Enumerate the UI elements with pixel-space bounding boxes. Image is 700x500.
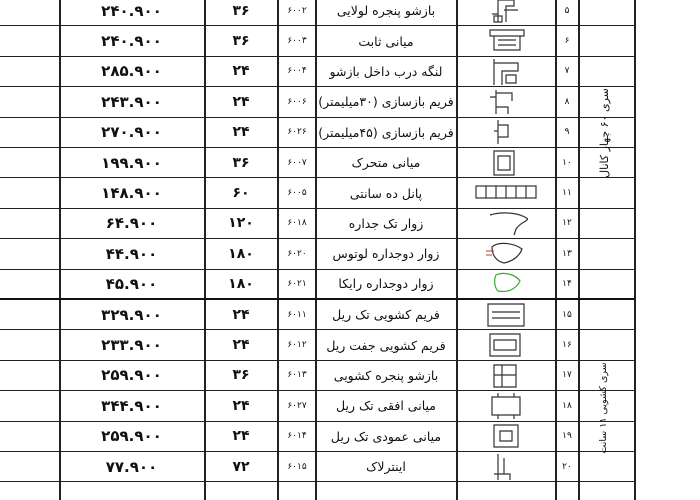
product-code-cell: ۶۰۱۴ — [287, 431, 307, 442]
profile-image-cell — [456, 178, 556, 207]
table-row — [0, 300, 635, 330]
lotus-bead-profile-icon — [484, 239, 528, 269]
price-cell: ۲۵۹.۹۰۰ — [101, 427, 162, 446]
moving-mullion-profile-icon — [484, 148, 528, 178]
row-number-cell: ۱۱ — [562, 188, 572, 199]
row-number-cell: ۱۹ — [562, 431, 572, 442]
product-name-cell: فریم کشویی تک ریل — [332, 307, 440, 323]
pack-count-cell: ۶۰ — [232, 185, 250, 202]
group-label-series60: سری ۶۰ چهار کانال — [598, 88, 611, 178]
product-code-cell: ۶۰۰۶ — [287, 96, 307, 107]
pack-count-cell: ۲۴ — [232, 397, 250, 414]
renovation-frame-30-profile-icon — [484, 87, 528, 117]
pack-count-cell: ۳۶ — [232, 367, 250, 384]
pack-count-cell: ۱۸۰ — [228, 245, 254, 262]
pack-count-cell: ۳۶ — [232, 154, 250, 171]
sliding-frame-double-profile-icon — [484, 330, 528, 360]
row-number-cell: ۱۵ — [562, 309, 572, 320]
price-cell: ۱۴۸.۹۰۰ — [101, 184, 162, 203]
table-row — [0, 361, 635, 391]
single-bead-profile-icon — [484, 209, 528, 239]
window-sash-profile-icon — [484, 0, 528, 26]
profile-image-cell — [456, 361, 556, 390]
price-cell: ۴۵.۹۰۰ — [105, 274, 158, 293]
product-name-cell: فریم بازسازی (۳۰میلیمتر) — [318, 94, 454, 110]
product-code-cell: ۶۰۰۴ — [287, 66, 307, 77]
table-row — [0, 26, 635, 56]
price-cell: ۱۹۹.۹۰۰ — [101, 153, 162, 172]
pack-count-cell: ۲۴ — [232, 124, 250, 141]
row-number-cell: ۸ — [564, 96, 570, 107]
price-cell: ۲۷۰.۹۰۰ — [101, 123, 162, 142]
row-number-cell: ۶ — [564, 36, 570, 47]
sliding-frame-single-profile-icon — [484, 300, 528, 330]
pack-count-cell: ۲۴ — [232, 306, 250, 323]
row-number-cell: ۱۶ — [562, 340, 572, 351]
product-name-cell: بازشو پنجره کشویی — [333, 367, 439, 383]
price-cell: ۲۵۹.۹۰۰ — [101, 366, 162, 385]
price-cell: ۲۴۰.۹۰۰ — [101, 1, 162, 20]
product-code-cell: ۶۰۲۷ — [287, 400, 307, 411]
profile-image-cell — [456, 452, 556, 481]
product-name-cell: زوار دوجداره لوتوس — [332, 246, 440, 262]
row-number-cell: ۱۸ — [562, 400, 572, 411]
profile-image-cell — [456, 118, 556, 147]
table-row — [0, 118, 635, 148]
price-cell: ۴۴.۹۰۰ — [105, 244, 158, 263]
product-name-cell: بازشو پنجره لولایی — [336, 3, 436, 19]
product-code-cell: ۶۰۱۸ — [287, 218, 307, 229]
table-row — [0, 209, 635, 239]
table-row — [0, 270, 635, 300]
product-name-cell: پانل ده سانتی — [349, 185, 423, 201]
table-row — [0, 0, 635, 26]
row-number-cell: ۱۳ — [562, 248, 572, 259]
product-code-cell: ۶۰۱۳ — [287, 370, 307, 381]
interlock-profile-icon — [484, 452, 528, 482]
product-name-cell: میانی متحرک — [351, 155, 421, 171]
product-code-cell: ۶۰۱۵ — [287, 461, 307, 472]
pack-count-cell: ۳۶ — [232, 2, 250, 19]
profile-image-cell — [456, 87, 556, 116]
table-row — [0, 57, 635, 87]
table-row — [0, 148, 635, 178]
price-cell: ۲۸۵.۹۰۰ — [101, 62, 162, 81]
product-name-cell: میانی افقی تک ریل — [336, 398, 436, 414]
pack-count-cell: ۲۴ — [232, 428, 250, 445]
table-row — [0, 178, 635, 208]
vertical-mullion-profile-icon — [484, 421, 528, 451]
product-code-cell: ۶۰۱۲ — [287, 340, 307, 351]
product-name-cell: زوار دوجداره رایکا — [338, 276, 434, 292]
renovation-frame-45-profile-icon — [484, 117, 528, 147]
product-code-cell: ۶۰۲۱ — [287, 278, 307, 289]
product-code-cell: ۶۰۰۷ — [287, 157, 307, 168]
group-label-sliding: سری کشویی ۱۱ سانت — [598, 362, 609, 454]
price-cell: ۲۴۳.۹۰۰ — [101, 92, 162, 111]
product-name-cell: فریم بازسازی (۴۵میلیمتر) — [318, 124, 454, 140]
row-number-cell: ۷ — [564, 66, 570, 77]
profile-image-cell — [456, 26, 556, 55]
price-cell: ۲۳۳.۹۰۰ — [101, 336, 162, 355]
pack-count-cell: ۲۴ — [232, 93, 250, 110]
price-cell: ۳۲۹.۹۰۰ — [101, 305, 162, 324]
pack-count-cell: ۷۲ — [232, 458, 250, 475]
panel-profile-icon — [474, 178, 538, 208]
product-name-cell: اینترلاک — [366, 459, 406, 475]
profile-image-cell — [456, 300, 556, 329]
row-number-cell: ۱۷ — [562, 370, 572, 381]
product-code-cell: ۶۰۱۱ — [287, 309, 307, 320]
sliding-sash-profile-icon — [484, 361, 528, 391]
table-row — [0, 87, 635, 117]
product-name-cell: فریم کشویی جفت ریل — [326, 337, 446, 353]
pack-count-cell: ۲۴ — [232, 337, 250, 354]
product-name-cell: لنگه درب داخل بازشو — [329, 63, 443, 79]
price-cell: ۶۴.۹۰۰ — [105, 214, 158, 233]
table-row — [0, 239, 635, 269]
profile-image-cell — [456, 422, 556, 451]
product-name-cell: میانی ثابت — [358, 33, 414, 49]
profile-image-cell — [456, 209, 556, 238]
horizontal-mullion-profile-icon — [484, 391, 528, 421]
mullion-profile-icon — [484, 26, 528, 56]
profile-image-cell — [456, 330, 556, 359]
product-code-cell: ۶۰۰۲ — [287, 5, 307, 16]
table-row — [0, 330, 635, 360]
product-code-cell: ۶۰۰۳ — [287, 36, 307, 47]
profile-image-cell — [456, 239, 556, 268]
table-row — [0, 422, 635, 452]
row-number-cell: ۱۰ — [562, 157, 572, 168]
product-code-cell: ۶۰۰۵ — [287, 188, 307, 199]
price-cell: ۷۷.۹۰۰ — [105, 457, 158, 476]
product-name-cell: میانی عمودی تک ریل — [330, 428, 442, 444]
profile-image-cell — [456, 391, 556, 420]
product-name-cell: زوار تک جداره — [348, 215, 424, 231]
profile-image-cell — [456, 0, 556, 25]
table-row — [0, 452, 635, 482]
pack-count-cell: ۲۴ — [232, 63, 250, 80]
row-number-cell: ۹ — [564, 127, 570, 138]
row-number-cell: ۵ — [564, 5, 570, 16]
price-cell: ۲۴۰.۹۰۰ — [101, 32, 162, 51]
door-sash-profile-icon — [484, 57, 528, 87]
pack-count-cell: ۱۲۰ — [228, 215, 254, 232]
raika-bead-profile-icon — [484, 269, 528, 299]
profile-image-cell — [456, 148, 556, 177]
pack-count-cell: ۳۶ — [232, 33, 250, 50]
row-number-cell: ۱۲ — [562, 218, 572, 229]
product-code-cell: ۶۰۲۰ — [287, 248, 307, 259]
profile-image-cell — [456, 270, 556, 298]
product-code-cell: ۶۰۲۶ — [287, 127, 307, 138]
profile-image-cell — [456, 57, 556, 86]
table-row — [0, 391, 635, 421]
price-cell: ۳۴۴.۹۰۰ — [101, 396, 162, 415]
pack-count-cell: ۱۸۰ — [228, 275, 254, 292]
row-number-cell: ۲۰ — [562, 461, 572, 472]
row-number-cell: ۱۴ — [562, 278, 572, 289]
